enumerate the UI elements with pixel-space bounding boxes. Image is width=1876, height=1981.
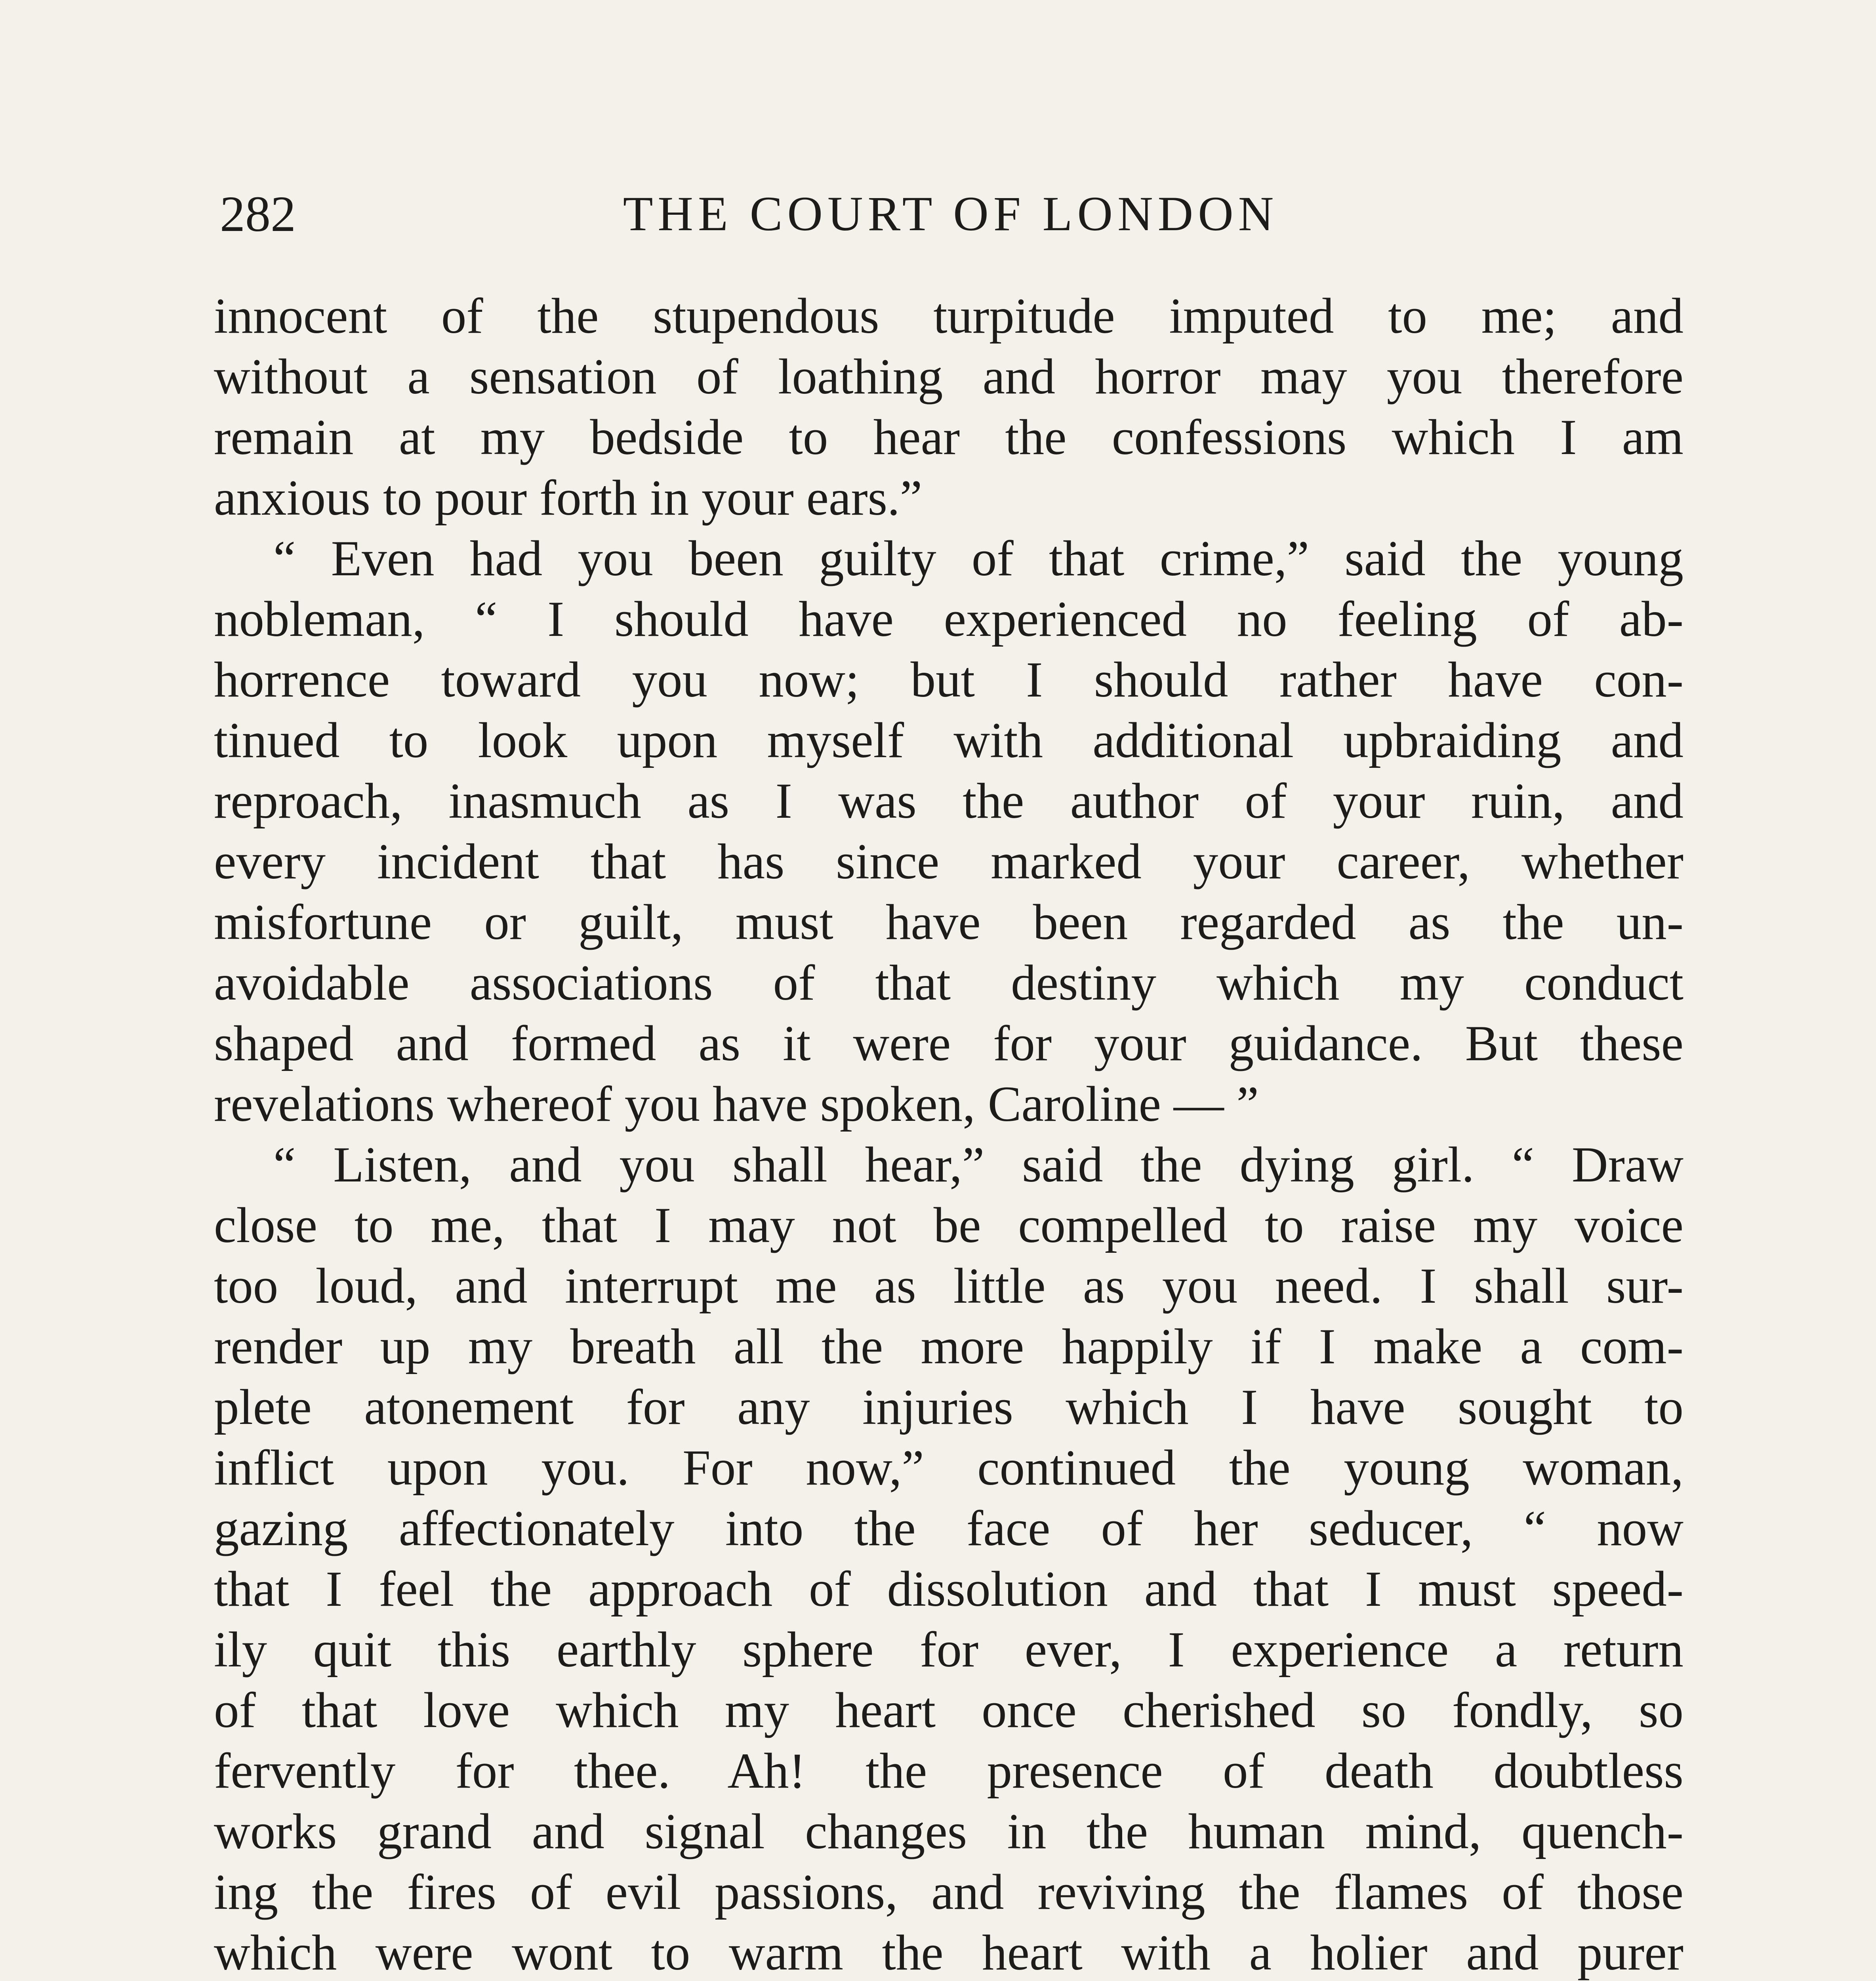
- text-line: shaped and formed as it were for your guidance. But these: [214, 1016, 1683, 1071]
- text-line: horrence toward you now; but I should rather have con-: [214, 652, 1683, 708]
- text-line: of that love which my heart once cherished so fondly, so: [214, 1683, 1683, 1738]
- text-line: reproach, inasmuch as I was the author of your ruin, and: [214, 773, 1683, 829]
- text-line: too loud, and interrupt me as little as you need. I shall sur-: [214, 1258, 1683, 1314]
- text-line: works grand and signal changes in the human mind, quench-: [214, 1804, 1683, 1859]
- text-line: inflict upon you. For now,” continued the young woman,: [214, 1440, 1683, 1496]
- body-text: [214, 286, 1683, 1981]
- text-line: render up my breath all the more happily if I make a com-: [214, 1319, 1683, 1374]
- text-line: which were wont to warm the heart with a holier and purer: [214, 1925, 1683, 1981]
- text-line: gazing affectionately into the face of her seducer, “ now: [214, 1501, 1683, 1556]
- text-line: plete atonement for any injuries which I have sought to: [214, 1380, 1683, 1435]
- text-line: “ Listen, and you shall hear,” said the dying girl. “ Draw: [273, 1137, 1683, 1193]
- running-title: THE COURT OF LONDON: [623, 187, 1279, 241]
- text-line: nobleman, “ I should have experienced no feeling of ab-: [214, 592, 1683, 647]
- text-line: ing the fires of evil passions, and reviving the flames of those: [214, 1865, 1683, 1920]
- text-line: “ Even had you been guilty of that crime,” said the young: [273, 531, 1683, 586]
- text-line: without a sensation of loathing and horror may you therefore: [214, 349, 1683, 405]
- page-number: 282: [220, 186, 296, 242]
- text-line: anxious to pour forth in your ears.”: [214, 470, 923, 526]
- text-line: revelations whereof you have spoken, Caroline — ”: [214, 1076, 1259, 1132]
- text-line: ily quit this earthly sphere for ever, I experience a return: [214, 1622, 1683, 1678]
- text-line: tinued to look upon myself with additional upbraiding and: [214, 713, 1683, 768]
- text-line: every incident that has since marked your career, whether: [214, 834, 1683, 889]
- text-line: misfortune or guilt, must have been regarded as the un-: [214, 895, 1683, 950]
- text-line: close to me, that I may not be compelled to raise my voice: [214, 1198, 1683, 1253]
- text-line: that I feel the approach of dissolution and that I must speed-: [214, 1561, 1683, 1617]
- running-head: [220, 174, 1682, 254]
- text-line: fervently for thee. Ah! the presence of death doubtless: [214, 1743, 1683, 1799]
- text-line: avoidable associations of that destiny which my conduct: [214, 955, 1683, 1011]
- text-line: remain at my bedside to hear the confessions which I am: [214, 410, 1683, 465]
- text-line: innocent of the stupendous turpitude imputed to me; and: [214, 288, 1683, 344]
